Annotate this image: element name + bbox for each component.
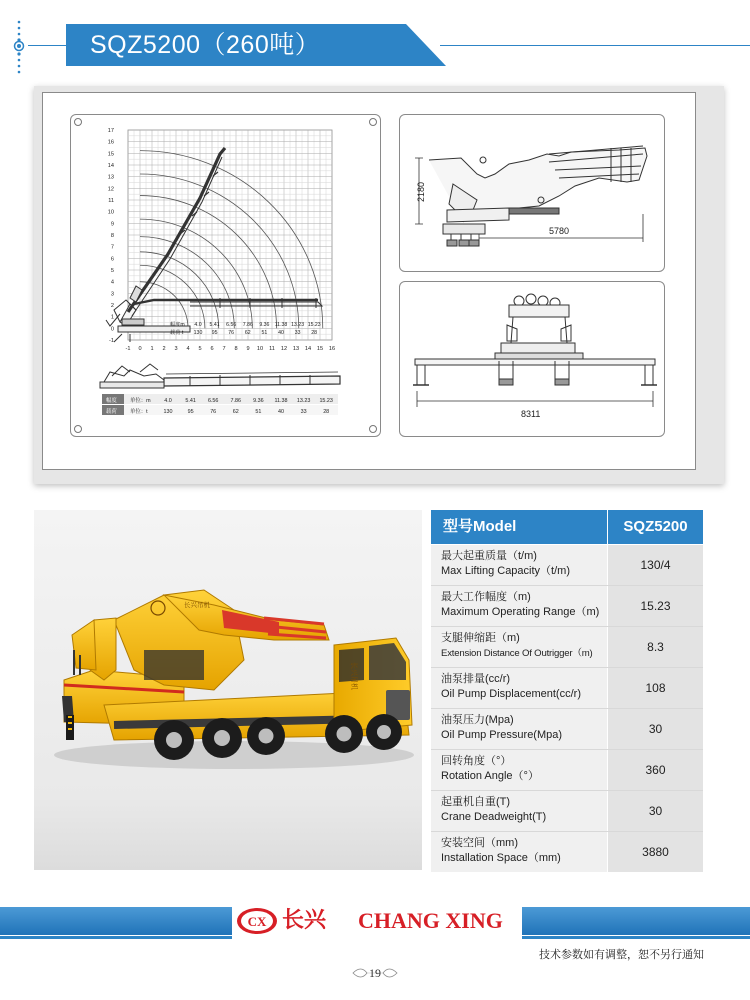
- side-view-drawing: [399, 114, 665, 272]
- chart-x-tick-label: 3: [174, 346, 178, 352]
- inner-table-load-value: 28: [311, 330, 318, 336]
- chart-y-tick-label: 9: [110, 221, 114, 228]
- chart-x-tick-label: 9: [246, 346, 250, 352]
- spec-label-cn: 支腿伸缩距（m): [441, 632, 520, 644]
- bottom-table-row2-head: 载荷: [106, 409, 117, 415]
- chart-x-tick-label: 13: [292, 346, 300, 352]
- spec-value: 8.3: [608, 627, 703, 667]
- chart-x-tick-label: 7: [222, 346, 226, 352]
- crane-truck-photo: [34, 510, 422, 870]
- chart-y-tick-label: 14: [107, 163, 114, 169]
- spec-label-cn: 最大工作幅度（m): [441, 591, 531, 603]
- inner-table-load-value: 33: [294, 330, 301, 336]
- chart-y-tick-label: 4: [110, 279, 114, 286]
- inner-table-radius-value: 11.38: [274, 322, 288, 328]
- bottom-table-load-value: 51: [255, 409, 262, 415]
- chart-y-tick-label: 11: [108, 198, 114, 204]
- chart-x-tick-label: 15: [316, 346, 324, 352]
- brand-name-en: CHANG XING: [358, 908, 503, 933]
- spec-row: [431, 832, 703, 873]
- spec-label-en: Rotation Angle（°）: [441, 770, 539, 782]
- inner-table-radius-value: 7.86: [242, 322, 253, 328]
- bottom-table-radius-value: 13.23: [296, 398, 311, 404]
- spec-label-cn: 安装空间（mm): [441, 837, 518, 849]
- side-view-length-label: 5780: [549, 226, 570, 236]
- boom-text: 长兴吊机: [184, 601, 210, 609]
- chart-x-tick-label: 8: [234, 346, 238, 352]
- chart-y-tick-label: 15: [107, 151, 114, 158]
- inner-table-load-value: 130: [193, 330, 203, 336]
- chart-x-tick-label: 10: [256, 346, 264, 352]
- spec-row: [431, 545, 703, 586]
- header-rule-right: [440, 45, 750, 46]
- spec-value: 30: [608, 709, 703, 749]
- load-chart: [70, 114, 381, 437]
- bottom-table-load-value: 40: [278, 409, 284, 415]
- disclaimer-text: 技术参数如有调整，恕不另行通知: [539, 948, 704, 961]
- bottom-table-load-value: 62: [232, 409, 239, 415]
- chart-y-tick-label: 8: [110, 233, 114, 239]
- chart-x-tick-label: 1: [150, 346, 154, 352]
- chart-x-tick-label: 6: [210, 346, 214, 352]
- chart-y-tick-label: 2: [110, 303, 114, 309]
- chart-y-ticks: [108, 128, 114, 344]
- spec-label-en: Maximum Operating Range（m): [441, 606, 600, 618]
- logo-text: CX: [247, 914, 267, 929]
- bottom-table-load-value: 28: [323, 409, 330, 415]
- chart-radius-arc: [140, 265, 205, 328]
- chart-x-tick-label: -1: [125, 346, 131, 352]
- inner-table-radius-value: 4.0: [194, 322, 202, 328]
- header-dots-decoration: [12, 18, 26, 78]
- spec-value: 3880: [608, 832, 703, 872]
- rear-view-width-label: 8311: [521, 409, 541, 419]
- chart-y-tick-label: 10: [107, 209, 114, 216]
- bottom-table-radius-value: 5.41: [185, 398, 196, 404]
- bottom-table-radius-value: 11.38: [274, 398, 288, 404]
- inner-table-radius-value: 5.41: [209, 322, 220, 328]
- chart-grid: [128, 130, 332, 340]
- bottom-table-radius-value: 9.36: [253, 398, 264, 404]
- chart-x-tick-label: 4: [186, 346, 190, 352]
- cab-door-text: 长兴吊机: [350, 662, 358, 690]
- chart-x-tick-label: 14: [304, 346, 312, 352]
- spec-value: 360: [608, 750, 703, 790]
- chart-y-tick-label: 7: [110, 244, 114, 251]
- spec-table: [431, 510, 703, 871]
- page-number: [349, 962, 401, 984]
- changxing-logo-icon: [236, 907, 278, 935]
- spec-label-en: Oil Pump Displacement(cc/r): [441, 688, 581, 700]
- chart-radius-arc: [140, 196, 277, 329]
- chart-x-tick-label: 2: [162, 346, 166, 352]
- bottom-table-load-value: 95: [187, 409, 194, 415]
- chart-y-tick-label: 1: [110, 314, 114, 321]
- spec-label-en: Crane Deadweight(T): [441, 811, 547, 823]
- chart-x-tick-label: 12: [280, 346, 288, 352]
- bottom-table-radius-value: 15.23: [319, 398, 333, 404]
- crane-boom-raised-drawing: [106, 148, 322, 342]
- bottom-table-row1-unit: 单位：m: [130, 398, 151, 404]
- rear-view-drawing: [399, 281, 665, 437]
- chart-x-ticks: [126, 346, 336, 352]
- inner-table-row2-label: 载荷 t: [170, 330, 184, 336]
- spec-header-model: SQZ5200: [607, 510, 703, 544]
- chart-x-tick-label: 5: [198, 346, 202, 352]
- chart-x-tick-label: 0: [138, 346, 142, 352]
- bottom-table-load-value: 130: [163, 409, 173, 415]
- chart-x-tick-label: 16: [328, 346, 336, 352]
- spec-row: [431, 709, 703, 750]
- spec-row: [431, 750, 703, 791]
- spec-label-cn: 回转角度（°）: [441, 755, 512, 767]
- chart-y-tick-label: 13: [107, 174, 114, 181]
- bottom-table-row1-head: 幅度: [106, 398, 117, 404]
- chart-bottom-table: [102, 394, 338, 415]
- inner-table-radius-value: 15.23: [307, 322, 321, 328]
- chart-x-tick-label: 11: [269, 346, 275, 352]
- spec-label-en: Extension Distance Of Outrigger（m): [441, 648, 593, 659]
- chart-y-tick-label: -1: [109, 338, 114, 344]
- chart-y-tick-label: 17: [107, 128, 114, 134]
- spec-label-cn: 最大起重质量（t/m): [441, 550, 537, 562]
- spec-label-cn: 油泵排量(cc/r): [441, 673, 511, 685]
- spec-label-en: Installation Space（mm): [441, 852, 561, 864]
- crane-truck-illustration: [34, 510, 422, 870]
- spec-value: 15.23: [608, 586, 703, 626]
- spec-value: 130/4: [608, 545, 703, 585]
- bottom-table-radius-value: 6.56: [207, 398, 219, 404]
- spec-label-en: Oil Pump Pressure(Mpa): [441, 729, 563, 741]
- chart-y-tick-label: 3: [110, 291, 114, 298]
- chart-y-tick-label: 12: [107, 186, 114, 193]
- spec-table-header: [431, 510, 703, 544]
- inner-table-load-value: 62: [244, 330, 251, 336]
- chart-y-tick-label: 0: [110, 326, 114, 333]
- bottom-table-row2-unit: 单位：t: [130, 409, 148, 415]
- bottom-table-load-value: 76: [210, 409, 217, 415]
- spec-row: [431, 791, 703, 832]
- spec-value: 108: [608, 668, 703, 708]
- bottom-table-radius-value: 4.0: [164, 398, 172, 404]
- spec-label-en: Max Lifting Capacity（t/m): [441, 565, 570, 577]
- inner-table-load-value: 51: [261, 330, 268, 336]
- chart-radius-arc: [140, 219, 252, 328]
- inner-table-radius-value: 13.23: [291, 322, 305, 328]
- inner-table-radius-value: 9.36: [259, 322, 270, 328]
- bottom-table-load-value: 33: [300, 409, 307, 415]
- crane-boom-folded-drawing: [100, 364, 340, 388]
- spec-row: [431, 668, 703, 709]
- page-title: SQZ5200（260吨）: [90, 31, 321, 59]
- brand-name-cn: 长兴: [282, 908, 327, 933]
- inner-table-radius-value: 6.56: [226, 322, 237, 328]
- chart-y-tick-label: 16: [107, 139, 114, 146]
- header-rule-left: [28, 45, 68, 46]
- inner-table-load-value: 76: [228, 330, 235, 336]
- chart-y-tick-label: 6: [110, 256, 114, 263]
- spec-label-cn: 油泵压力(Mpa): [441, 714, 514, 726]
- chart-y-tick-label: 5: [110, 268, 114, 274]
- side-view-height-label: 2180: [416, 181, 426, 202]
- page-number-text: 19: [369, 966, 381, 980]
- inner-table-row1-label: 幅度m: [170, 322, 185, 328]
- spec-row: [431, 627, 703, 668]
- spec-row: [431, 586, 703, 627]
- inner-table-load-value: 95: [211, 330, 218, 336]
- bottom-table-radius-value: 7.86: [230, 398, 242, 404]
- spec-header-label: 型号Model: [443, 518, 517, 535]
- spec-value: 30: [608, 791, 703, 831]
- spec-label-cn: 起重机自重(T): [441, 796, 511, 808]
- inner-table-load-value: 40: [278, 330, 284, 336]
